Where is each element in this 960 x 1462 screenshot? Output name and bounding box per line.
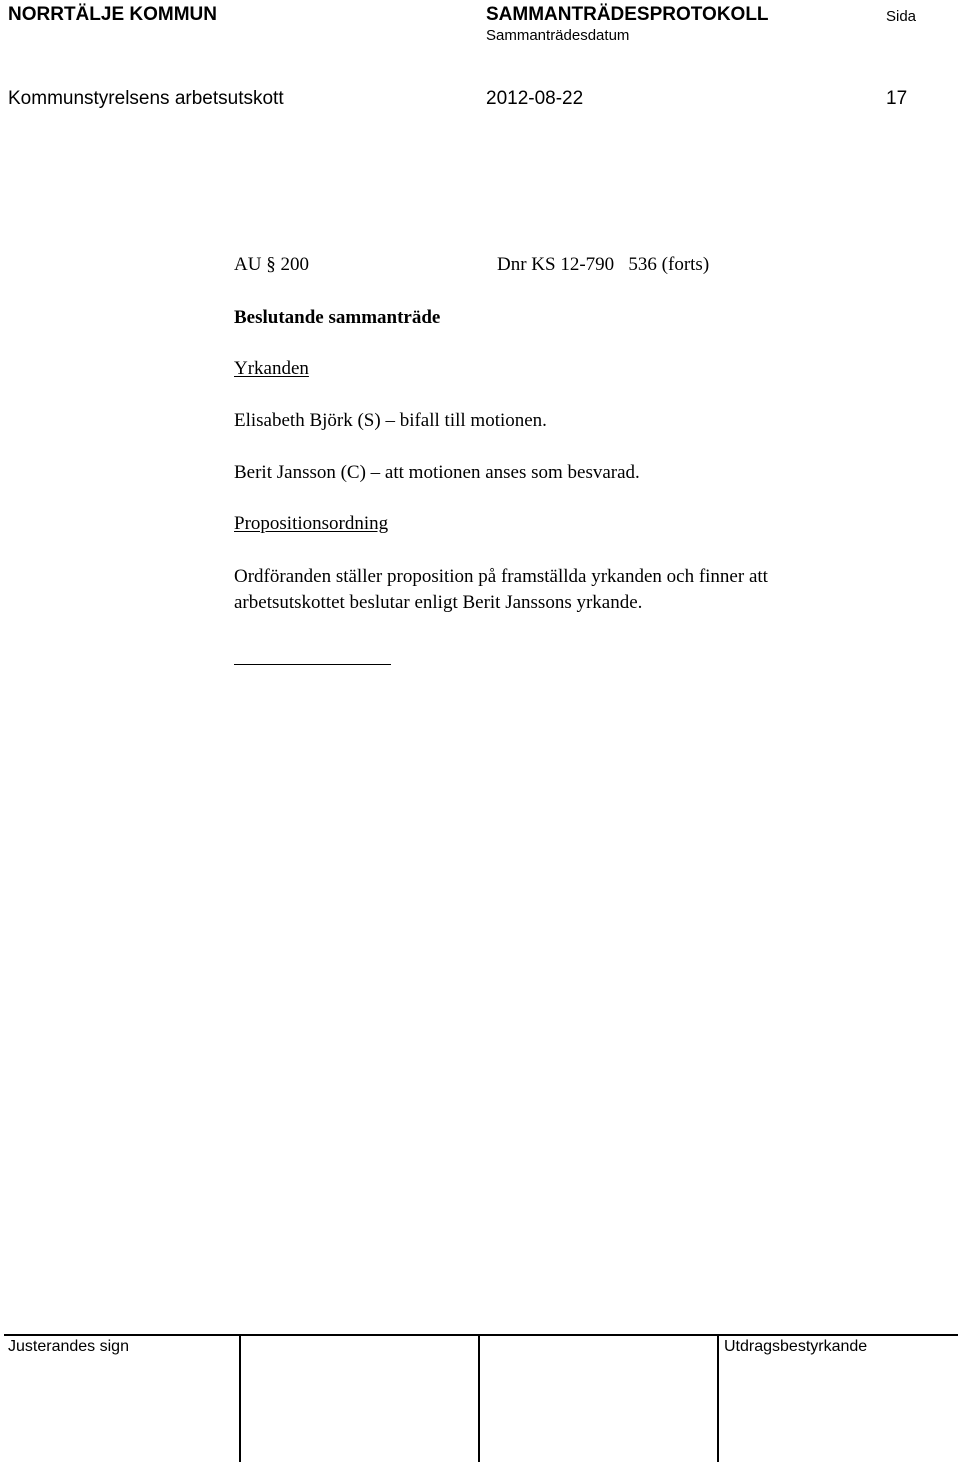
section-end-rule <box>234 664 391 665</box>
municipality-name: NORRTÄLJE KOMMUN <box>8 4 217 25</box>
yrkanden-heading: Yrkanden <box>234 358 309 379</box>
justerandes-sign-label: Justerandes sign <box>8 1338 129 1355</box>
footer-top-rule <box>4 1334 958 1336</box>
meeting-date: 2012-08-22 <box>486 88 584 109</box>
committee-name: Kommunstyrelsens arbetsutskott <box>8 88 284 109</box>
section-code: AU § 200 <box>234 254 309 275</box>
footer-divider <box>717 1334 719 1462</box>
page-number: 17 <box>886 88 908 109</box>
section-heading: Beslutande sammanträde <box>234 307 441 328</box>
utdragsbestyrkande-label: Utdragsbestyrkande <box>724 1338 868 1355</box>
diary-number: Dnr KS 12-790 536 (forts) <box>497 254 710 275</box>
document-type: SAMMANTRÄDESPROTOKOLL <box>486 4 769 25</box>
yrkande-item: Elisabeth Björk (S) – bifall till motionen. <box>234 410 547 431</box>
page-label: Sida <box>886 8 917 25</box>
footer-divider <box>478 1334 480 1462</box>
proposition-text-line1: Ordföranden ställer proposition på framställda yrkanden och finner att <box>234 566 768 587</box>
proposition-heading: Propositionsordning <box>234 513 389 534</box>
proposition-text-line2: arbetsutskottet beslutar enligt Berit Janssons yrkande. <box>234 592 643 613</box>
yrkande-item: Berit Jansson (C) – att motionen anses som besvarad. <box>234 462 640 483</box>
footer-divider <box>239 1334 241 1462</box>
date-label: Sammanträdesdatum <box>486 27 630 44</box>
